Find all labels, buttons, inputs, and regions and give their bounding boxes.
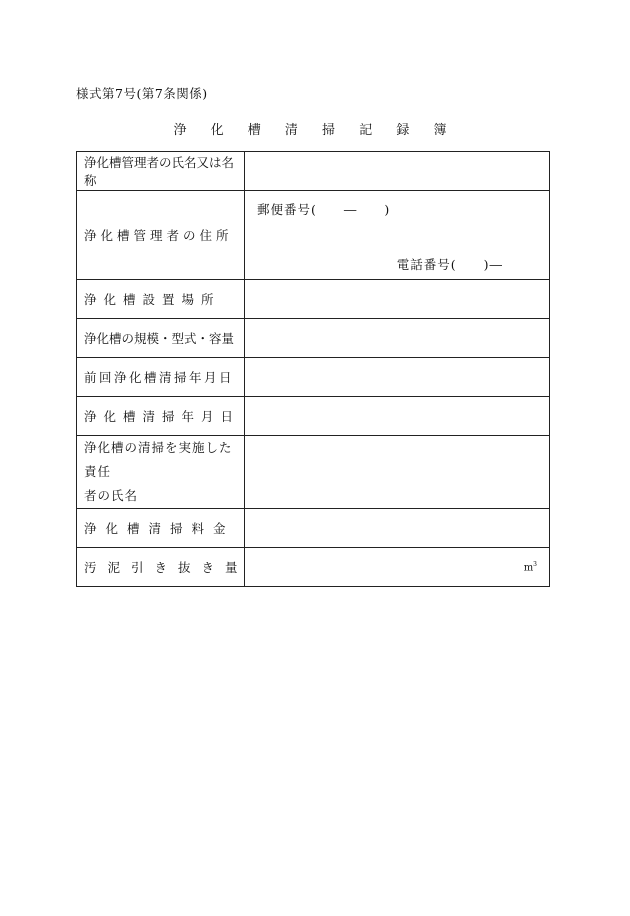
cleaning-date-field[interactable]	[245, 397, 550, 436]
cleaning-fee-field[interactable]	[245, 509, 550, 548]
row-label-previous-cleaning-date: 前回浄化槽清掃年月日	[84, 370, 235, 385]
phone-number-label: 電話番号( )―	[396, 257, 503, 272]
document-title: 浄 化 槽 清 掃 記 録 簿	[173, 123, 457, 138]
table-row	[77, 509, 550, 548]
row-label-manager-name: 浄化槽管理者の氏名又は名称	[77, 152, 245, 191]
row-label-cleaning-date: 浄化槽清掃年月日	[84, 409, 241, 424]
table-row	[77, 191, 550, 280]
scale-type-capacity-field[interactable]	[245, 319, 550, 358]
record-table	[76, 151, 550, 587]
table-row	[77, 280, 550, 319]
table-row	[77, 397, 550, 436]
previous-cleaning-date-field[interactable]	[245, 358, 550, 397]
manager-address-field[interactable]	[245, 191, 550, 280]
form-number: 様式第7号(第7条関係)	[76, 86, 208, 101]
table-row	[77, 319, 550, 358]
row-label-sludge-amount: 汚泥引き抜き量	[84, 560, 249, 575]
row-label-scale-type-capacity: 浄化槽の規模・型式・容量	[77, 319, 245, 358]
postal-code-label: 郵便番号( ― )	[257, 202, 391, 217]
row-label-installation-site: 浄化槽設置場所	[84, 292, 221, 307]
installation-site-field[interactable]	[245, 280, 550, 319]
table-row	[77, 548, 550, 587]
row-label-responsible-person: 浄化槽の清掃を実施した責任 者の氏名	[77, 436, 245, 509]
row-label-cleaning-fee: 浄化槽清掃料金	[84, 521, 235, 536]
table-row	[77, 436, 550, 509]
sludge-amount-field[interactable]	[245, 548, 550, 587]
cubic-meter-unit: $m^3$	[523, 561, 537, 574]
responsible-person-field[interactable]	[245, 436, 550, 509]
table-row	[77, 152, 550, 191]
table-row	[77, 358, 550, 397]
manager-name-field[interactable]	[245, 152, 550, 191]
row-label-manager-address: 浄化槽管理者の住所	[84, 228, 233, 243]
